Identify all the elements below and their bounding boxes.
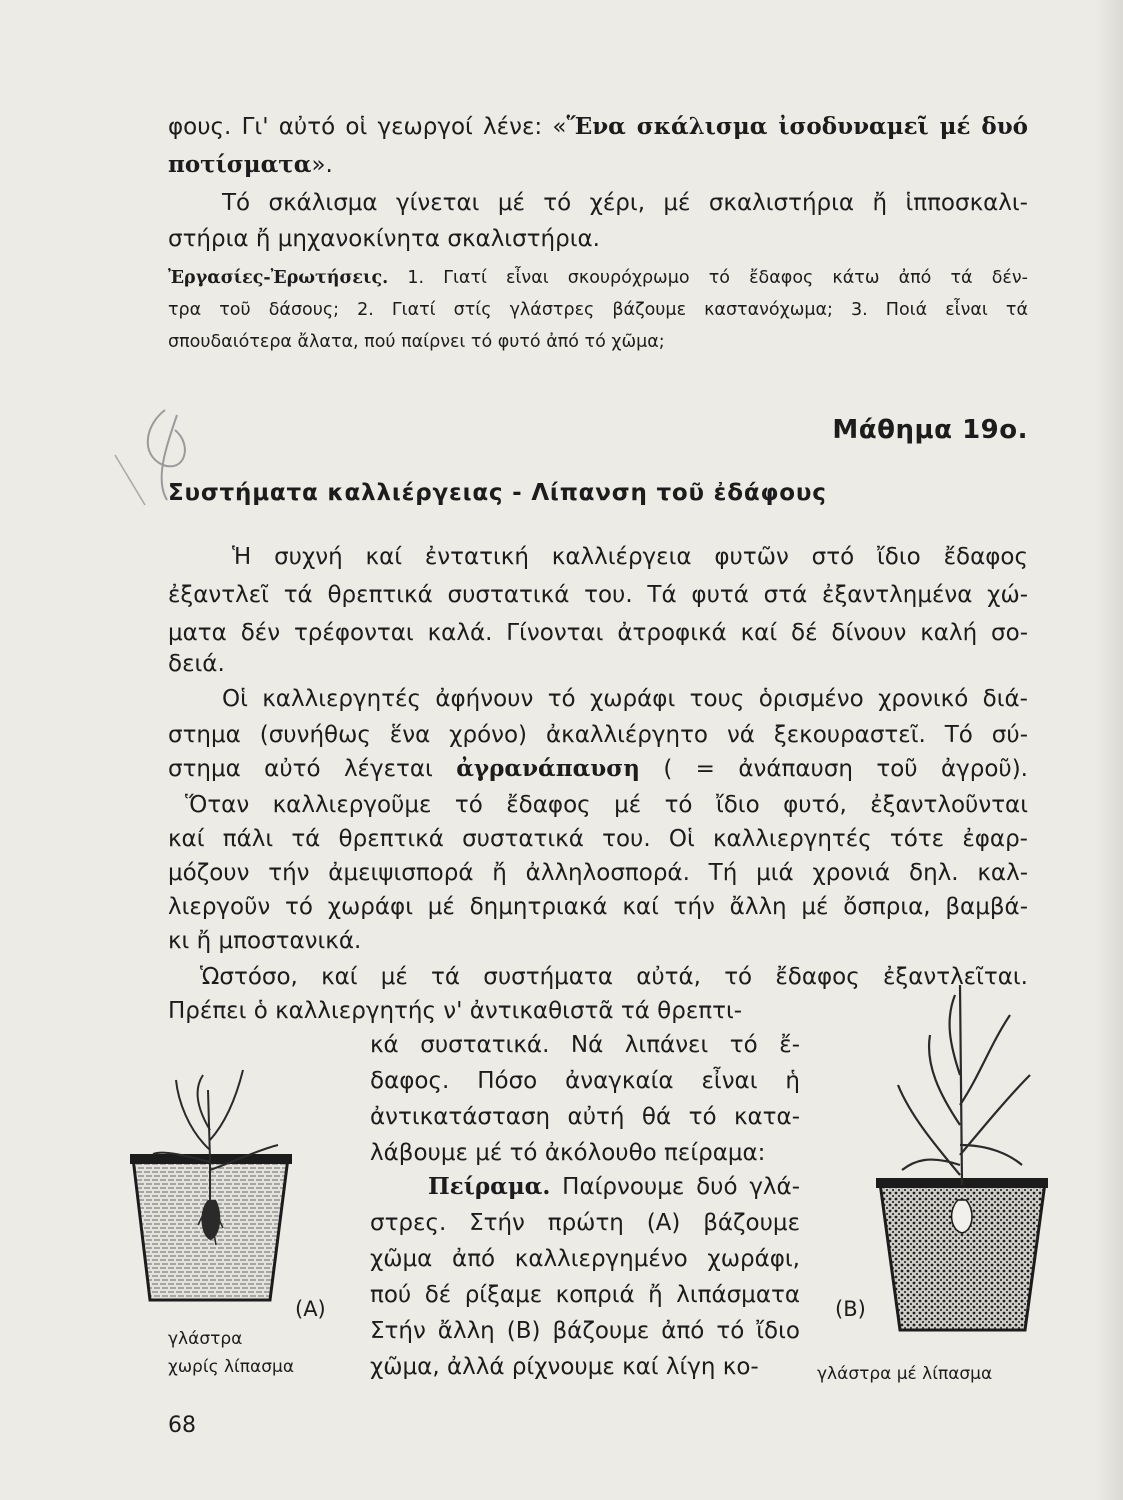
experiment-line-3: χῶμα ἀπό καλλιεργημένο χωράφι, (370, 1246, 800, 1272)
para2-line-1: Οἱ καλλιεργητές ἀφήνουν τό χωράφι τους ὁρισμένο χρονικό διά- (222, 686, 1028, 712)
para3-narrow-3: ἀντικατάσταση αὐτή θά τό κατα- (370, 1104, 800, 1130)
para2-line-6: μόζουν τήν ἀμειψισπορά ἤ ἀλληλοσπορά. Τή μιά χρονιά δηλ. καλ- (168, 860, 1028, 886)
para3-narrow-1: κά συστατικά. Νά λιπάνει τό ἔ- (370, 1032, 800, 1058)
experiment-line-1: Πείραμα. Παίρνουμε δυό γλά- (428, 1173, 801, 1200)
para2-line-7: λιεργοῦν τό χωράφι μέ δημητριακά καί τήν ἄλλη μέ ὄσπρια, βαμβά- (168, 894, 1028, 920)
para3-line-2: Πρέπει ὁ καλλιεργητής ν' ἀντικαθιστᾶ τά θρεπτι- (168, 998, 743, 1024)
questions-line-2: τρα τοῦ δάσους; 2. Γιατί στίς γλάστρες βάζουμε καστανόχωμα; 3. Ποιά εἶναι τά (168, 300, 1028, 320)
page-number: 68 (168, 1413, 196, 1438)
para2-line-5: καί πάλι τά θρεπτικά συστατικά του. Οἱ καλλιεργητές τότε ἐφαρ- (168, 826, 1028, 852)
figure-a-caption-line-1: γλάστρα (168, 1329, 243, 1349)
questions-line-3: σπουδαιότερα ἄλατα, πού παίρνει τό φυτό ἀπό τό χῶμα; (168, 332, 665, 352)
para3-line-1: Ὡστόσο, καί μέ τά συστήματα αὐτά, τό ἔδαφος ἐξαντλεῖται. (200, 964, 1028, 990)
para1-line-3: ματα δέν τρέφονται καλά. Γίνονται ἀτροφικά καί δέ δίνουν καλή σο- (168, 620, 1028, 646)
intro-line-1: φους. Γι' αὐτό οἱ γεωργοί λένε: «Ἕνα σκάλισμα ἰσοδυναμεῖ μέ δυό (168, 113, 1028, 140)
experiment-line-2: στρες. Στήν πρώτη (Α) βάζουμε (370, 1210, 800, 1236)
para1-line-1: Ἡ συχνή καί ἐντατική καλλιέργεια φυτῶν στό ἴδιο ἔδαφος (232, 544, 1028, 570)
page-edge-shadow (1095, 0, 1123, 1500)
figure-a-caption (168, 1325, 294, 1381)
experiment-line-4: πού δέ ρίξαμε κοπριά ἤ λιπάσματα (370, 1282, 800, 1308)
figure-b-caption: γλάστρα μέ λίπασμα (817, 1364, 993, 1384)
intro-line-2: ποτίσματα». (168, 151, 333, 178)
para2-line-4: Ὅταν καλλιεργοῦμε τό ἔδαφος μέ τό ἴδιο φυτό, ἐξαντλοῦνται (185, 792, 1028, 818)
para2-line-2: στημα (συνήθως ἕνα χρόνο) ἀκαλλιέργητο νά ξεκουραστεῖ. Τό σύ- (168, 722, 1028, 748)
para3-narrow-2: δαφος. Πόσο ἀναγκαία εἶναι ἡ (370, 1068, 800, 1094)
pot-a-illustration (128, 1050, 308, 1310)
para1-line-4: δειά. (168, 651, 225, 677)
experiment-line-5: Στήν ἄλλη (Β) βάζουμε ἀπό τό ἴδιο (370, 1318, 800, 1344)
intro-line-4: στήρια ἤ μηχανοκίνητα σκαλιστήρια. (168, 226, 600, 252)
para3-narrow-4: λάβουμε μέ τό ἀκόλουθο πείραμα: (370, 1140, 766, 1166)
para1-line-2: ἐξαντλεῖ τά θρεπτικά συστατικά του. Τά φυτά στά ἐξαντλημένα χώ- (168, 582, 1028, 608)
section-heading: Συστήματα καλλιέργειας - Λίπανση τοῦ ἐδάφους (168, 480, 827, 506)
pot-b-illustration (870, 975, 1070, 1335)
experiment-line-6: χῶμα, ἀλλά ρίχνουμε καί λίγη κο- (370, 1354, 759, 1380)
lesson-title: Μάθημα 19ο. (832, 415, 1028, 445)
figure-b-label: (B) (835, 1297, 866, 1321)
para2-line-3: στημα αὐτό λέγεται ἀγρανάπαυση ( = ἀνάπαυση τοῦ ἀγροῦ). (168, 755, 1028, 782)
questions-line-1: Ἐργασίες-Ἐρωτήσεις. 1. Γιατί εἶναι σκουρόχρωμο τό ἔδαφος κάτω ἀπό τά δέν- (168, 268, 1028, 288)
para2-line-8: κι ἤ μποστανικά. (168, 928, 362, 954)
figure-a-label: (A) (295, 1297, 326, 1321)
intro-line-3: Τό σκάλισμα γίνεται μέ τό χέρι, μέ σκαλιστήρια ἤ ἱπποσκαλι- (222, 190, 1028, 216)
figure-a-caption-line-2: χωρίς λίπασμα (168, 1357, 295, 1377)
